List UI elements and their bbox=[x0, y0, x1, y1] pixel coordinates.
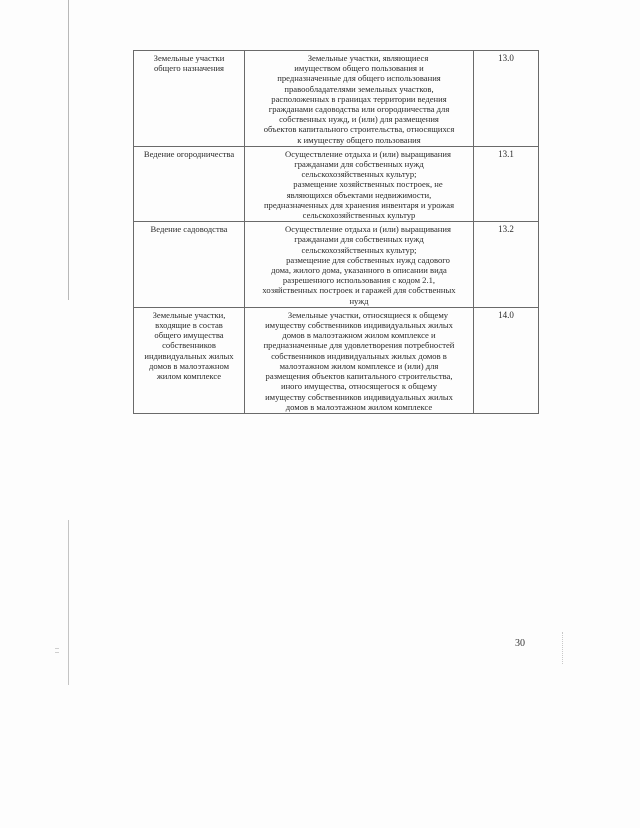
description-line: сельскохозяйственных культур; bbox=[301, 244, 417, 255]
usage-name-line: домов в малоэтажном bbox=[148, 360, 230, 371]
description-line: являющихся объектами недвижимости, bbox=[286, 189, 432, 200]
description-line: Земельные участки, относящиеся к общему bbox=[287, 309, 449, 320]
description-line: гражданами для собственных нужд bbox=[294, 234, 424, 245]
usage-name-cell bbox=[134, 307, 245, 413]
land-use-table bbox=[133, 50, 539, 414]
description-line: гражданами для собственных нужд bbox=[294, 159, 424, 170]
usage-name-line: собственников bbox=[162, 340, 216, 351]
description-line: объектов капитального строительства, относящихся bbox=[263, 124, 455, 135]
usage-description-cell bbox=[245, 307, 474, 413]
usage-code-cell: 13.0 bbox=[474, 51, 539, 147]
scan-mark bbox=[55, 648, 59, 649]
usage-name-line: Земельные участки bbox=[153, 53, 225, 63]
description-line: размещение хозяйственных построек, не bbox=[293, 179, 443, 190]
description-line: имуществу собственников индивидуальных жилых bbox=[265, 320, 453, 331]
description-line: предназначенные для общего использования bbox=[277, 73, 441, 84]
usage-code-cell: 13.1 bbox=[474, 146, 539, 221]
usage-description-cell bbox=[245, 51, 474, 147]
description-line: имуществом общего пользования и bbox=[294, 63, 424, 74]
table-row bbox=[134, 307, 539, 413]
description-line: хозяйственных построек и гаражей для собственных bbox=[262, 285, 456, 296]
description-line: к имуществу общего пользования bbox=[297, 134, 421, 145]
description-line: дома, жилого дома, указанного в описании вида bbox=[271, 265, 447, 276]
description-line: сельскохозяйственных культур; bbox=[301, 169, 417, 180]
description-line: собственников индивидуальных жилых домов в bbox=[271, 350, 447, 361]
page-number: 30 bbox=[515, 638, 525, 649]
usage-name-line: Ведение садоводства bbox=[150, 224, 228, 235]
usage-name-line: входящие в состав bbox=[155, 320, 223, 331]
description-line: предназначенных для хранения инвентаря и урожая bbox=[263, 199, 455, 210]
usage-name-line: Ведение огородничества bbox=[143, 148, 235, 159]
description-line: иного имущества, относящегося к общему bbox=[280, 381, 437, 392]
usage-name-line: Земельные участки, bbox=[152, 309, 226, 320]
description-line: Земельные участки, являющиеся bbox=[307, 53, 429, 63]
description-line: размещение для собственных нужд садового bbox=[286, 254, 450, 265]
description-line: малоэтажном жилом комплексе и (или) для bbox=[279, 360, 439, 371]
usage-code-cell: 13.2 bbox=[474, 222, 539, 308]
usage-name-cell bbox=[134, 146, 245, 221]
description-line: имуществу собственников индивидуальных жилых bbox=[265, 391, 453, 402]
table-row bbox=[134, 146, 539, 221]
description-line: размещения объектов капитального строительства, bbox=[265, 371, 453, 382]
description-line: домов в малоэтажном жилом комплексе bbox=[285, 401, 433, 412]
table-row bbox=[134, 51, 539, 147]
table-body bbox=[134, 51, 539, 414]
scan-edge-marks bbox=[562, 632, 567, 664]
usage-name-cell bbox=[134, 222, 245, 308]
description-line: домов в малоэтажном жилом комплексе и bbox=[282, 330, 436, 341]
usage-name-cell bbox=[134, 51, 245, 147]
description-line: правообладателями земельных участков, bbox=[284, 83, 434, 94]
description-line: Осуществление отдыха и (или) выращивания bbox=[285, 224, 451, 235]
description-line: Осуществление отдыха и (или) выращивания bbox=[285, 148, 451, 159]
usage-name-line: жилом комплексе bbox=[156, 371, 222, 382]
usage-description-cell bbox=[245, 146, 474, 221]
description-line: нужд bbox=[349, 295, 369, 306]
usage-description-cell bbox=[245, 222, 474, 308]
usage-name-line: индивидуальных жилых bbox=[144, 350, 234, 361]
description-line: гражданами садоводства или огородничества для bbox=[268, 104, 450, 115]
description-line: предназначенные для удовлетворения потребностей bbox=[263, 340, 455, 351]
scan-edge-line bbox=[68, 0, 69, 300]
scan-mark bbox=[55, 652, 59, 653]
usage-code-cell: 14.0 bbox=[474, 307, 539, 413]
usage-name-line: общего имущества bbox=[154, 330, 224, 341]
description-line: разрешенного использования с кодом 2.1, bbox=[282, 275, 436, 286]
description-line: собственных нужд, и (или) для размещения bbox=[279, 114, 439, 125]
description-line: сельскохозяйственных культур bbox=[302, 210, 416, 221]
description-line: расположенных в границах территории ведения bbox=[271, 93, 447, 104]
table-row bbox=[134, 222, 539, 308]
scan-edge-line bbox=[68, 520, 69, 685]
usage-name-line: общего назначения bbox=[153, 63, 225, 74]
